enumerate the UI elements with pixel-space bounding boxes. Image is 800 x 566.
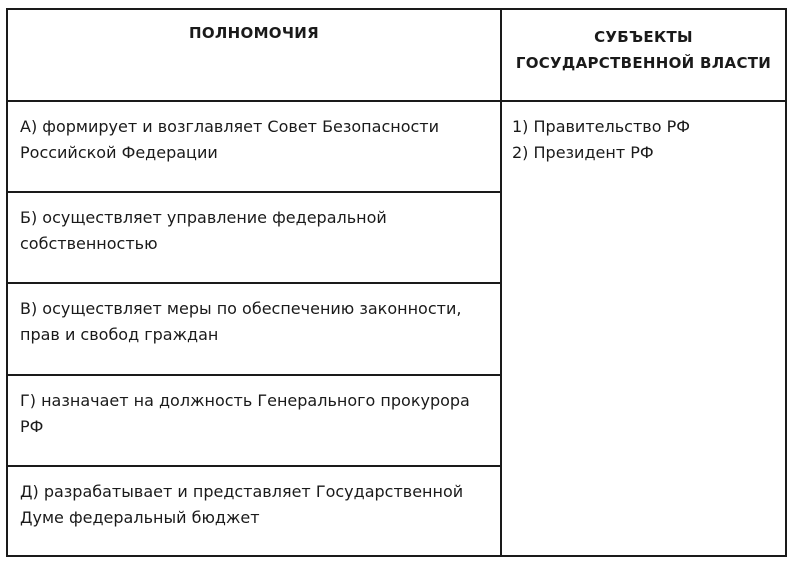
power-text-line: собственностью [20, 234, 158, 253]
power-row-a [8, 102, 500, 191]
power-text-line: РФ [20, 417, 44, 436]
header-subjects-line2: ГОСУДАРСТВЕННОЙ ВЛАСТИ [515, 54, 772, 72]
power-text-line: Д) разрабатывает и представляет Государственной [20, 482, 464, 501]
power-text-line: В) осуществляет меры по обеспечению законности, [20, 299, 462, 318]
subject-item: 1) Правительство РФ [512, 117, 690, 136]
power-row-d [8, 467, 500, 555]
power-text-line: А) формирует и возглавляет Совет Безопасности [20, 117, 440, 136]
header-powers [8, 10, 500, 100]
header-subjects-line1: СУБЪЕКТЫ [594, 28, 693, 46]
power-row-g [8, 376, 500, 465]
power-text-line: Думе федеральный бюджет [20, 508, 260, 527]
header-subjects [502, 10, 785, 100]
subjects-list [502, 102, 785, 166]
matching-table [6, 8, 787, 557]
power-text-line: Российской Федерации [20, 143, 218, 162]
subject-item: 2) Президент РФ [512, 143, 654, 162]
power-text-line: прав и свобод граждан [20, 325, 219, 344]
power-text-line: Г) назначает на должность Генерального прокурора [20, 391, 470, 410]
power-row-b [8, 193, 500, 282]
power-row-v [8, 284, 500, 374]
header-powers-label: ПОЛНОМОЧИЯ [189, 24, 319, 42]
power-text-line: Б) осуществляет управление федеральной [20, 208, 387, 227]
